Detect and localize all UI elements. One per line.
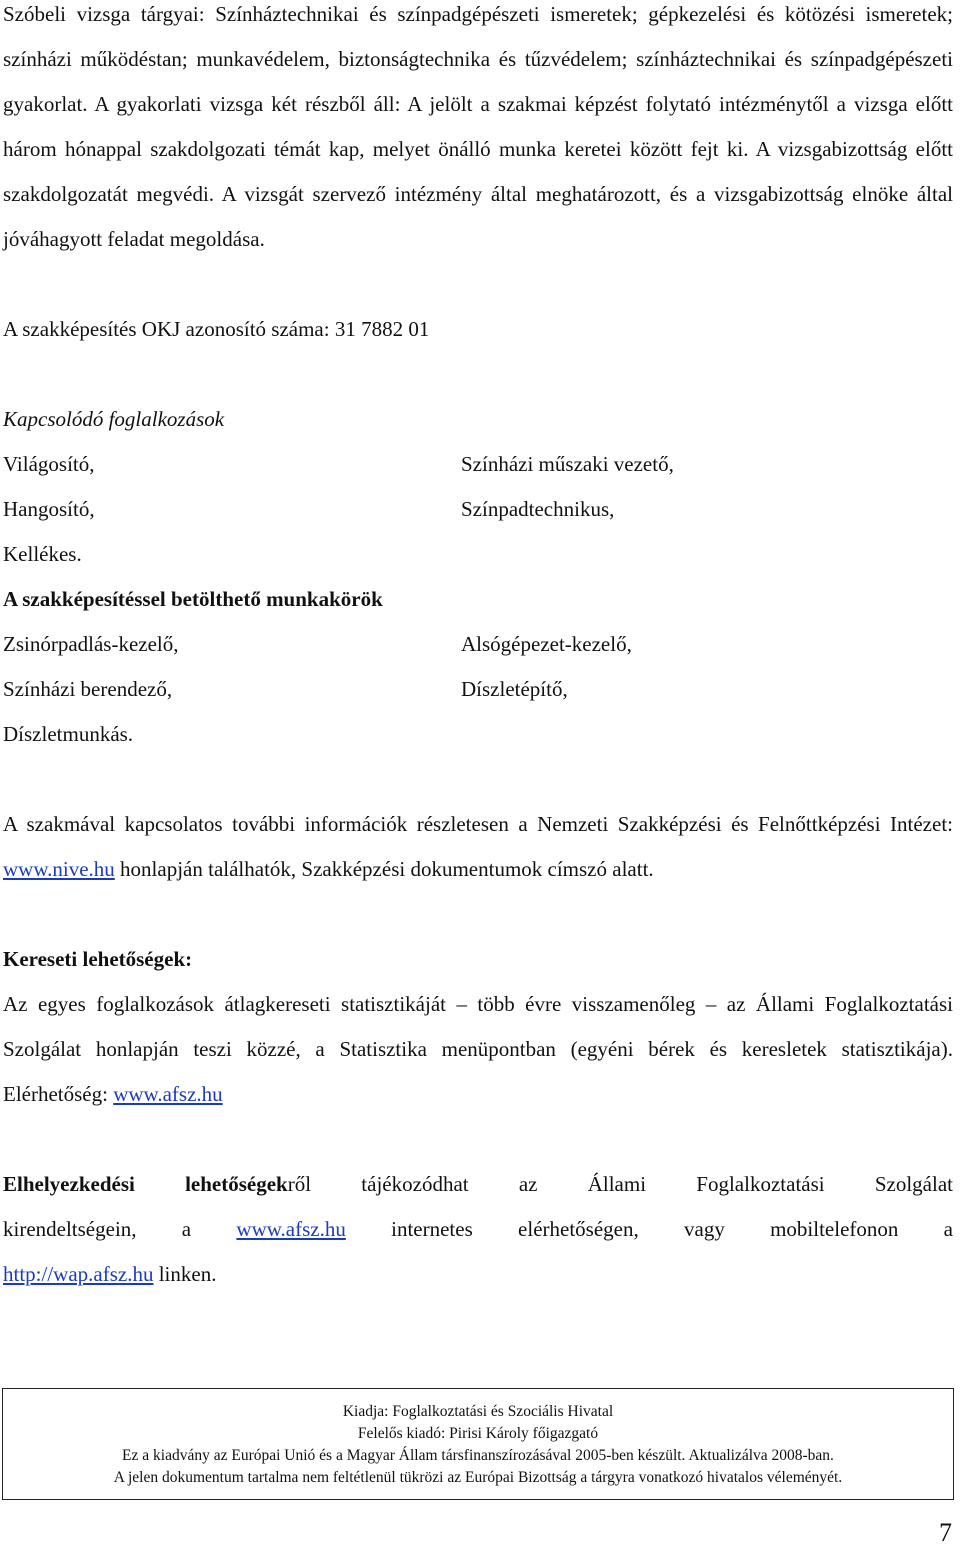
footer-responsible: Felelős kiadó: Pirisi Károly főigazgató (357, 1425, 599, 1442)
placement-bold-2: lehetőségek (185, 1172, 288, 1196)
related-occupation-item: Hangosító, (3, 497, 95, 521)
job-item: Zsinórpadlás-kezelő, (3, 632, 179, 656)
footer-publisher: Kiadja: Foglalkoztatási és Szociális Hivatal (342, 1403, 614, 1420)
more-info-text: A szakmával kapcsolatos további információk részletesen a Nemzeti Szakképzési és Felnőttképzési Intézet: (3, 812, 953, 836)
placement-line-2 (3, 1207, 953, 1252)
job-item: Díszletépítő, (461, 677, 568, 701)
afsz-link[interactable]: www.afsz.hu (113, 1082, 223, 1106)
document-page (3, 0, 953, 1297)
placement-line-1 (3, 1162, 953, 1207)
okj-identifier: A szakképesítés OKJ azonosító száma: 31 7882 01 (3, 317, 430, 341)
related-occupation-item: Kellékes. (3, 542, 82, 566)
exam-description-paragraph: Szóbeli vizsga tárgyai: Színháztechnikai és színpadgépészeti ismeretek; gépkezelési és kötözési ismeretek; színházi működéstan; munkavédelem, biztonságtechnika és tűzvédelem; színháztechnikai és színpadgépészeti gyakorlat. A gyakorlati vizsga két részből áll: A jelölt a szakmai képzést folytató intézménytől a vizsga előtt három hónappal szakdolgozati témát kap, melyet önálló munka keretei között fejt ki. A vizsgabizottság előtt szakdolgozatát megvédi. A vizsgát szervező intézmény által meghatározott, és a vizsgabizottság elnöke által jóváhagyott feladat megoldása. (3, 2, 953, 251)
afsz-link-2[interactable]: www.afsz.hu (236, 1217, 346, 1241)
earnings-text: Az egyes foglalkozások átlagkereseti statisztikáját – több évre visszamenőleg – az Állami Foglalkoztatási Szolgálat honlapján teszi közzé, a Statisztika menüpontban (egyéni bérek és keresletek statisztikája). Elérhetőség: (3, 992, 953, 1106)
placement-line-3 (3, 1252, 953, 1297)
publisher-footer-box (2, 1388, 954, 1500)
more-info-text-end: honlapján találhatók, Szakképzési dokumentumok címszó alatt. (114, 857, 654, 881)
placement-bold-1: Elhelyezkedési (3, 1172, 135, 1196)
placement-text-3: internetes elérhetőségen, vagy mobiltelefonon a (345, 1217, 953, 1241)
placement-text-2: kirendeltségein, a (3, 1217, 237, 1241)
more-info-paragraph (3, 802, 953, 892)
page-number: 7 (939, 1518, 952, 1547)
placement-text-end: linken. (153, 1262, 217, 1286)
footer-funding: Ez a kiadvány az Európai Unió és a Magyar Állam társfinanszírozásával 2005-ben készült. Aktualizálva 2008-ban. (122, 1447, 834, 1464)
related-occupation-item: Színpadtechnikus, (461, 497, 615, 521)
job-item: Színházi berendező, (3, 677, 173, 701)
related-occupation-item: Színházi műszaki vezető, (461, 452, 674, 476)
job-item: Alsógépezet-kezelő, (461, 632, 632, 656)
jobs-heading: A szakképesítéssel betölthető munkakörök (3, 587, 383, 611)
nive-link[interactable]: www.nive.hu (3, 857, 115, 881)
placement-text-1: ről tájékozódhat az Állami Foglalkoztatási Szolgálat (287, 1172, 953, 1196)
jobs-list (3, 622, 953, 757)
related-occupations-list (3, 442, 953, 577)
related-occupations-heading: Kapcsolódó foglalkozások (3, 407, 225, 431)
wap-afsz-link[interactable]: http://wap.afsz.hu (3, 1262, 154, 1286)
related-occupation-item: Világosító, (3, 452, 95, 476)
earnings-paragraph (3, 982, 953, 1117)
footer-disclaimer: A jelen dokumentum tartalma nem feltétlenül tükrözi az Európai Bizottság a tárgyra vonatkozó hivatalos véleményét. (113, 1469, 843, 1486)
earnings-heading: Kereseti lehetőségek: (3, 947, 193, 971)
job-item: Díszletmunkás. (3, 722, 134, 746)
